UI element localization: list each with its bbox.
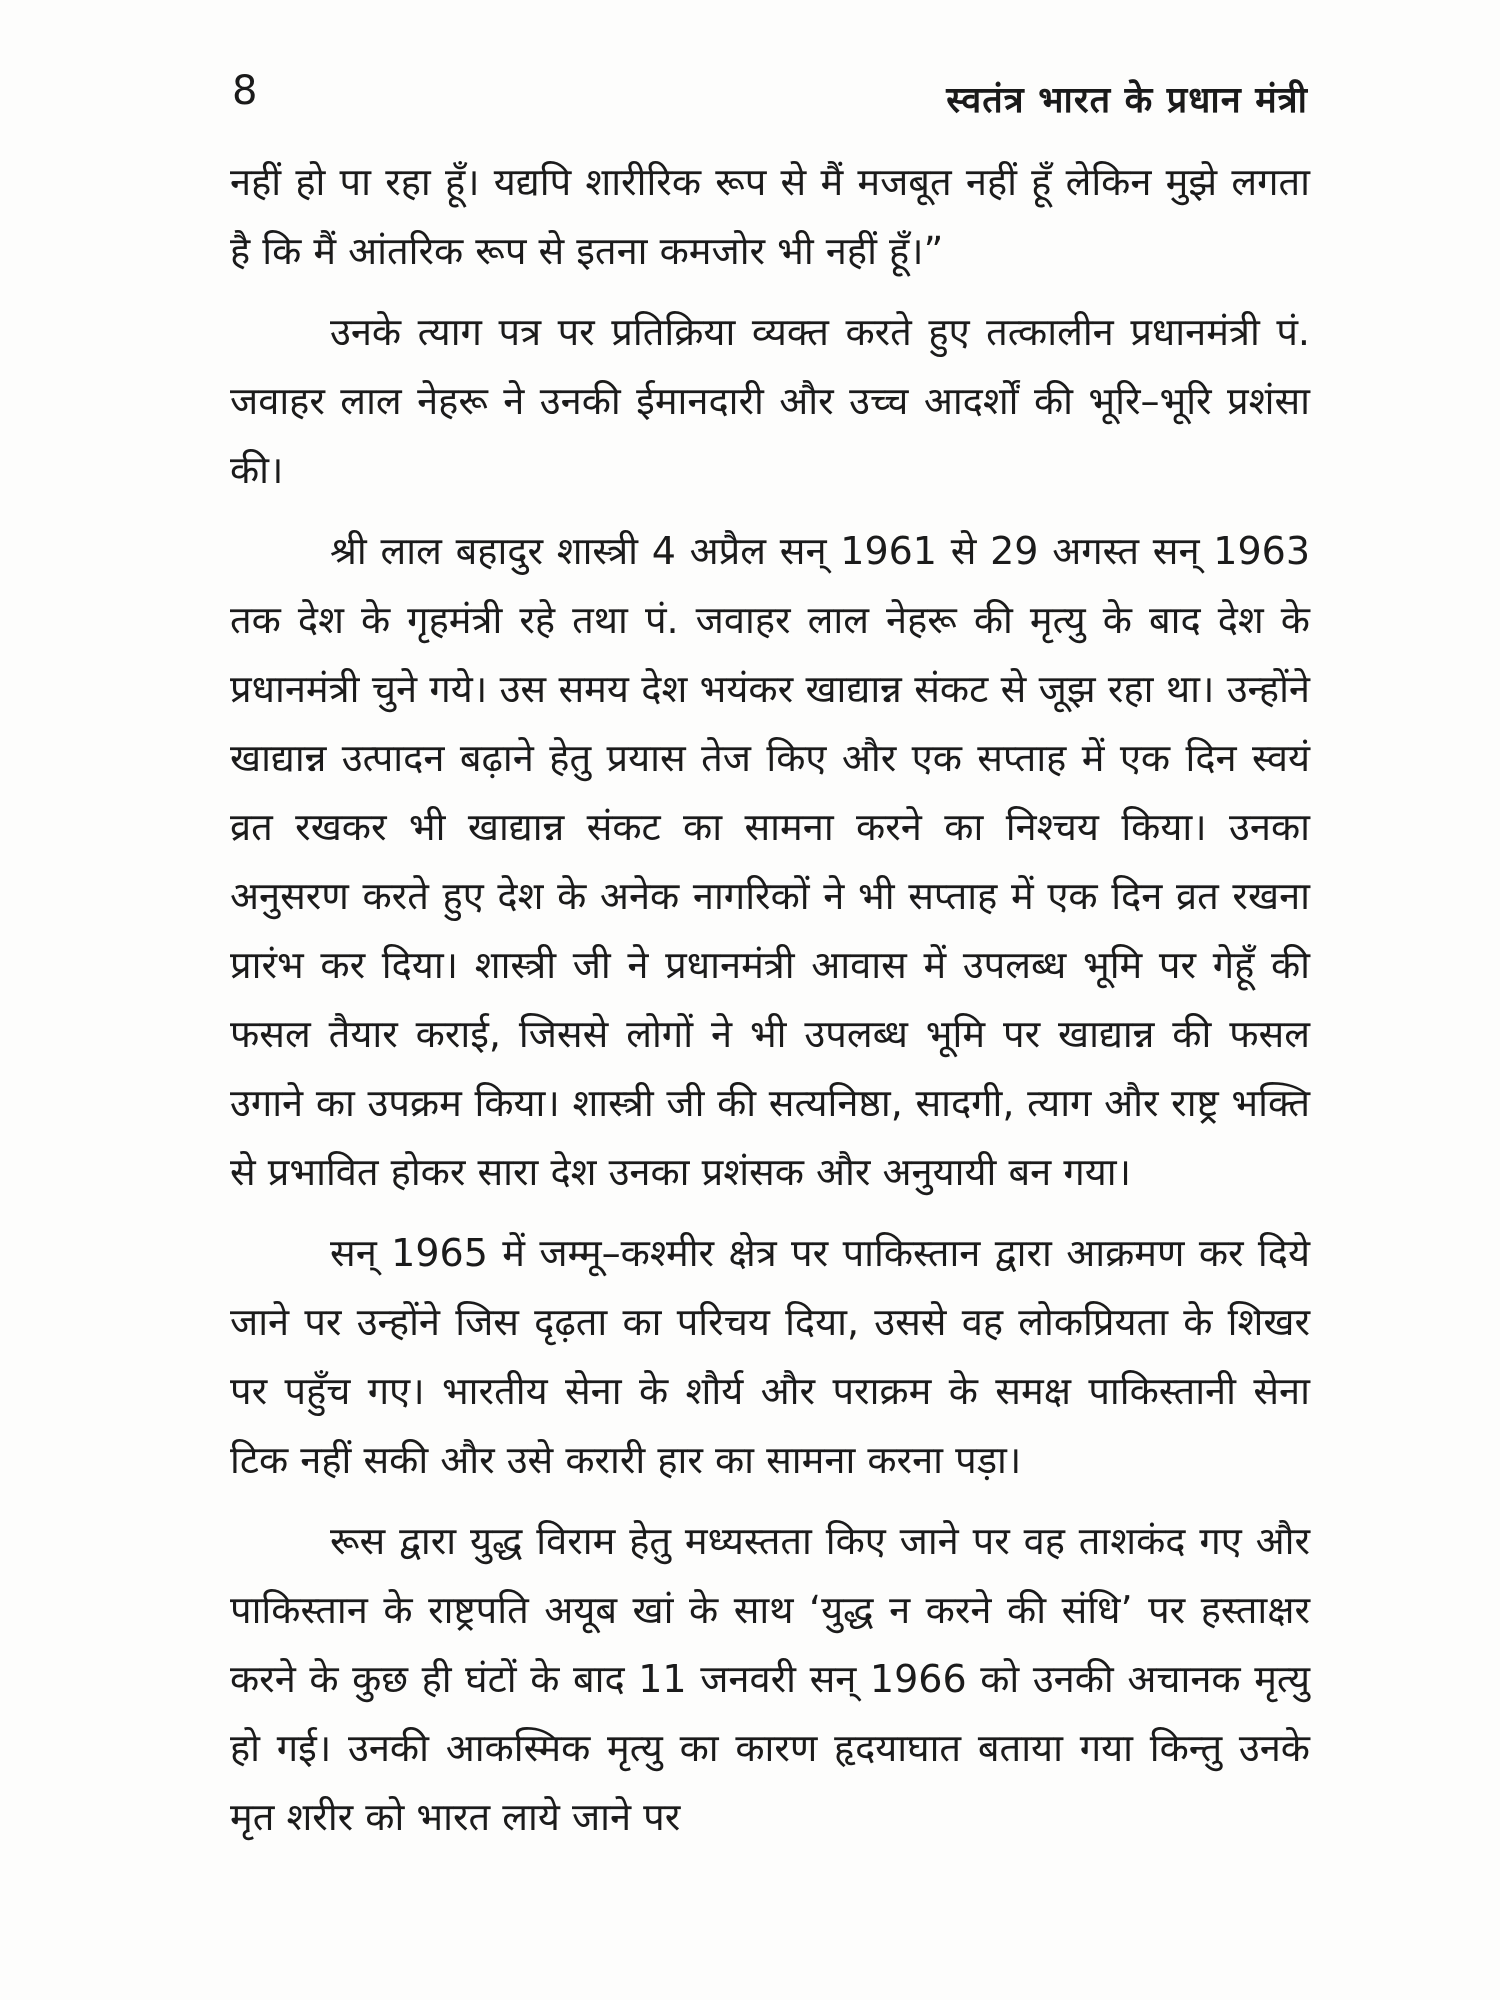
paragraph-resignation-reaction: उनके त्याग पत्र पर प्रतिक्रिया व्यक्त करते हुए तत्कालीन प्रधानमंत्री पं. जवाहर लाल नेहरू ने उनकी ईमानदारी और उच्च आदर्शों की भूरि–भूरि प्रशंसा की। (230, 310, 1310, 492)
paragraph-tashkent: रूस द्वारा युद्ध विराम हेतु मध्यस्तता किए जाने पर वह ताशकंद गए और पाकिस्तान के राष्ट्रपति अयूब खां के साथ ‘युद्ध न करने की संधि’ पर हस्ताक्षर करने के कुछ ही घंटों के बाद 11 जनवरी सन् 1966 को उनकी अचानक मृत्यु हो गई। उनकी आकस्मिक मृत्यु का कारण हृदयाघात बताया गया किन्तु उनके मृत शरीर को भारत लाये जाने पर (230, 1519, 1310, 1839)
paragraph-1965-war: सन् 1965 में जम्मू–कश्मीर क्षेत्र पर पाकिस्तान द्वारा आक्रमण कर दिये जाने पर उन्होंने जिस दृढ़ता का परिचय दिया, उससे वह लोकप्रियता के शिखर पर पहुँच गए। भारतीय सेना के शौर्य और पराक्रम के समक्ष पाकिस्तानी सेना टिक नहीं सकी और उसे करारी हार का सामना करना पड़ा। (230, 1231, 1310, 1482)
paragraph-continuation: नहीं हो पा रहा हूँ। यद्यपि शारीरिक रूप से मैं मजबूत नहीं हूँ लेकिन मुझे लगता है कि मैं आंतरिक रूप से इतना कमजोर भी नहीं हूँ।” (230, 160, 1310, 273)
paragraph-home-minister-and-pm: श्री लाल बहादुर शास्त्री 4 अप्रैल सन् 1961 से 29 अगस्त सन् 1963 तक देश के गृहमंत्री रहे तथा पं. जवाहर लाल नेहरू की मृत्यु के बाद देश के प्रधानमंत्री चुने गये। उस समय देश भयंकर खाद्यान्न संकट से जूझ रहा था। उन्होंने खाद्यान्न उत्पादन बढ़ाने हेतु प्रयास तेज किए और एक सप्ताह में एक दिन स्वयं व्रत रखकर भी खाद्यान्न संकट का सामना करने का निश्चय किया। उनका अनुसरण करते हुए देश के अनेक नागरिकों ने भी सप्ताह में एक दिन व्रत रखना प्रारंभ कर दिया। शास्त्री जी ने प्रधानमंत्री आवास में उपलब्ध भूमि पर गेहूँ की फसल तैयार कराई, जिससे लोगों ने भी उपलब्ध भूमि पर खाद्यान्न की फसल उगाने का उपक्रम किया। शास्त्री जी की सत्यनिष्ठा, सादगी, त्याग और राष्ट्र भक्ति से प्रभावित होकर सारा देश उनका प्रशंसक और अनुयायी बन गया। (230, 529, 1310, 1194)
running-title: स्वतंत्र भारत के प्रधान मंत्री (946, 80, 1308, 121)
page-number: 8 (232, 68, 258, 114)
page-body (230, 148, 1310, 1864)
